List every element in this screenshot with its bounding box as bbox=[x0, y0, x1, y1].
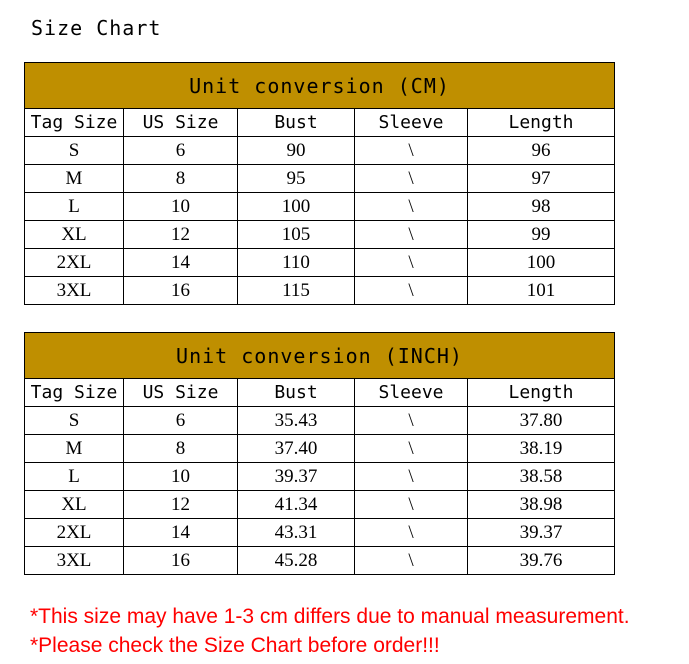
column-header: Length bbox=[468, 109, 615, 137]
table-cell: 12 bbox=[124, 491, 238, 519]
table-cell: M bbox=[25, 165, 124, 193]
table-title: Unit conversion (INCH) bbox=[25, 333, 615, 379]
column-header: Length bbox=[468, 379, 615, 407]
table-cell: 38.58 bbox=[468, 463, 615, 491]
table-cell: L bbox=[25, 463, 124, 491]
table-cell: 37.80 bbox=[468, 407, 615, 435]
table-row bbox=[25, 435, 615, 463]
table-cell: \ bbox=[355, 165, 468, 193]
table-cell: 39.37 bbox=[238, 463, 355, 491]
table-cell: 6 bbox=[124, 137, 238, 165]
column-header: Tag Size bbox=[25, 379, 124, 407]
measurement-note: *This size may have 1-3 cm differs due to manual measurement. bbox=[30, 605, 630, 628]
table-cell: XL bbox=[25, 221, 124, 249]
table-cell: 43.31 bbox=[238, 519, 355, 547]
column-header: Tag Size bbox=[25, 109, 124, 137]
table-cell: 12 bbox=[124, 221, 238, 249]
table-cell: 90 bbox=[238, 137, 355, 165]
table-cell: 96 bbox=[468, 137, 615, 165]
table-cell: 3XL bbox=[25, 277, 124, 305]
order-note: *Please check the Size Chart before order!!! bbox=[30, 634, 440, 657]
table-cell: L bbox=[25, 193, 124, 221]
table-cell: \ bbox=[355, 249, 468, 277]
column-header: Sleeve bbox=[355, 109, 468, 137]
table-cell: M bbox=[25, 435, 124, 463]
table-cell: 100 bbox=[468, 249, 615, 277]
table-cell: S bbox=[25, 407, 124, 435]
table-cell: \ bbox=[355, 435, 468, 463]
table-cell: 105 bbox=[238, 221, 355, 249]
table-cell: 37.40 bbox=[238, 435, 355, 463]
table-cell: \ bbox=[355, 407, 468, 435]
table-cell: 110 bbox=[238, 249, 355, 277]
table-cell: 16 bbox=[124, 547, 238, 575]
table-cell: 95 bbox=[238, 165, 355, 193]
table-row bbox=[25, 277, 615, 305]
table-cell: 14 bbox=[124, 249, 238, 277]
page-title: Size Chart bbox=[31, 16, 162, 40]
table-cell: 45.28 bbox=[238, 547, 355, 575]
table-cell: 35.43 bbox=[238, 407, 355, 435]
table-cell: 3XL bbox=[25, 547, 124, 575]
table-cell: 99 bbox=[468, 221, 615, 249]
column-header: US Size bbox=[124, 109, 238, 137]
table-cell: 39.76 bbox=[468, 547, 615, 575]
table-cell: 39.37 bbox=[468, 519, 615, 547]
column-header-row bbox=[25, 379, 615, 407]
table-row bbox=[25, 491, 615, 519]
table-cell: 10 bbox=[124, 193, 238, 221]
table-cell: S bbox=[25, 137, 124, 165]
table-cell: 97 bbox=[468, 165, 615, 193]
table-row bbox=[25, 519, 615, 547]
table-cell: 98 bbox=[468, 193, 615, 221]
table-cell: 38.98 bbox=[468, 491, 615, 519]
size-table-cm bbox=[24, 62, 615, 305]
column-header: Sleeve bbox=[355, 379, 468, 407]
table-cell: \ bbox=[355, 491, 468, 519]
table-cell: 8 bbox=[124, 165, 238, 193]
table-cell: \ bbox=[355, 463, 468, 491]
table-cell: 38.19 bbox=[468, 435, 615, 463]
table-row bbox=[25, 463, 615, 491]
table-cell: 115 bbox=[238, 277, 355, 305]
table-row bbox=[25, 221, 615, 249]
table-row bbox=[25, 193, 615, 221]
table-cell: \ bbox=[355, 277, 468, 305]
table-cell: 14 bbox=[124, 519, 238, 547]
table-row bbox=[25, 547, 615, 575]
table-cell: \ bbox=[355, 519, 468, 547]
size-table-inch bbox=[24, 332, 615, 575]
table-cell: \ bbox=[355, 137, 468, 165]
table-cell: XL bbox=[25, 491, 124, 519]
table-cell: \ bbox=[355, 547, 468, 575]
table-row bbox=[25, 137, 615, 165]
column-header: Bust bbox=[238, 379, 355, 407]
table-title: Unit conversion (CM) bbox=[25, 63, 615, 109]
table-cell: 16 bbox=[124, 277, 238, 305]
column-header: US Size bbox=[124, 379, 238, 407]
table-cell: 2XL bbox=[25, 249, 124, 277]
column-header-row bbox=[25, 109, 615, 137]
table-cell: 2XL bbox=[25, 519, 124, 547]
table-cell: \ bbox=[355, 221, 468, 249]
table-row bbox=[25, 165, 615, 193]
column-header: Bust bbox=[238, 109, 355, 137]
table-cell: 41.34 bbox=[238, 491, 355, 519]
table-row bbox=[25, 249, 615, 277]
table-cell: \ bbox=[355, 193, 468, 221]
table-cell: 6 bbox=[124, 407, 238, 435]
table-cell: 100 bbox=[238, 193, 355, 221]
table-row bbox=[25, 407, 615, 435]
table-cell: 10 bbox=[124, 463, 238, 491]
table-cell: 8 bbox=[124, 435, 238, 463]
table-cell: 101 bbox=[468, 277, 615, 305]
